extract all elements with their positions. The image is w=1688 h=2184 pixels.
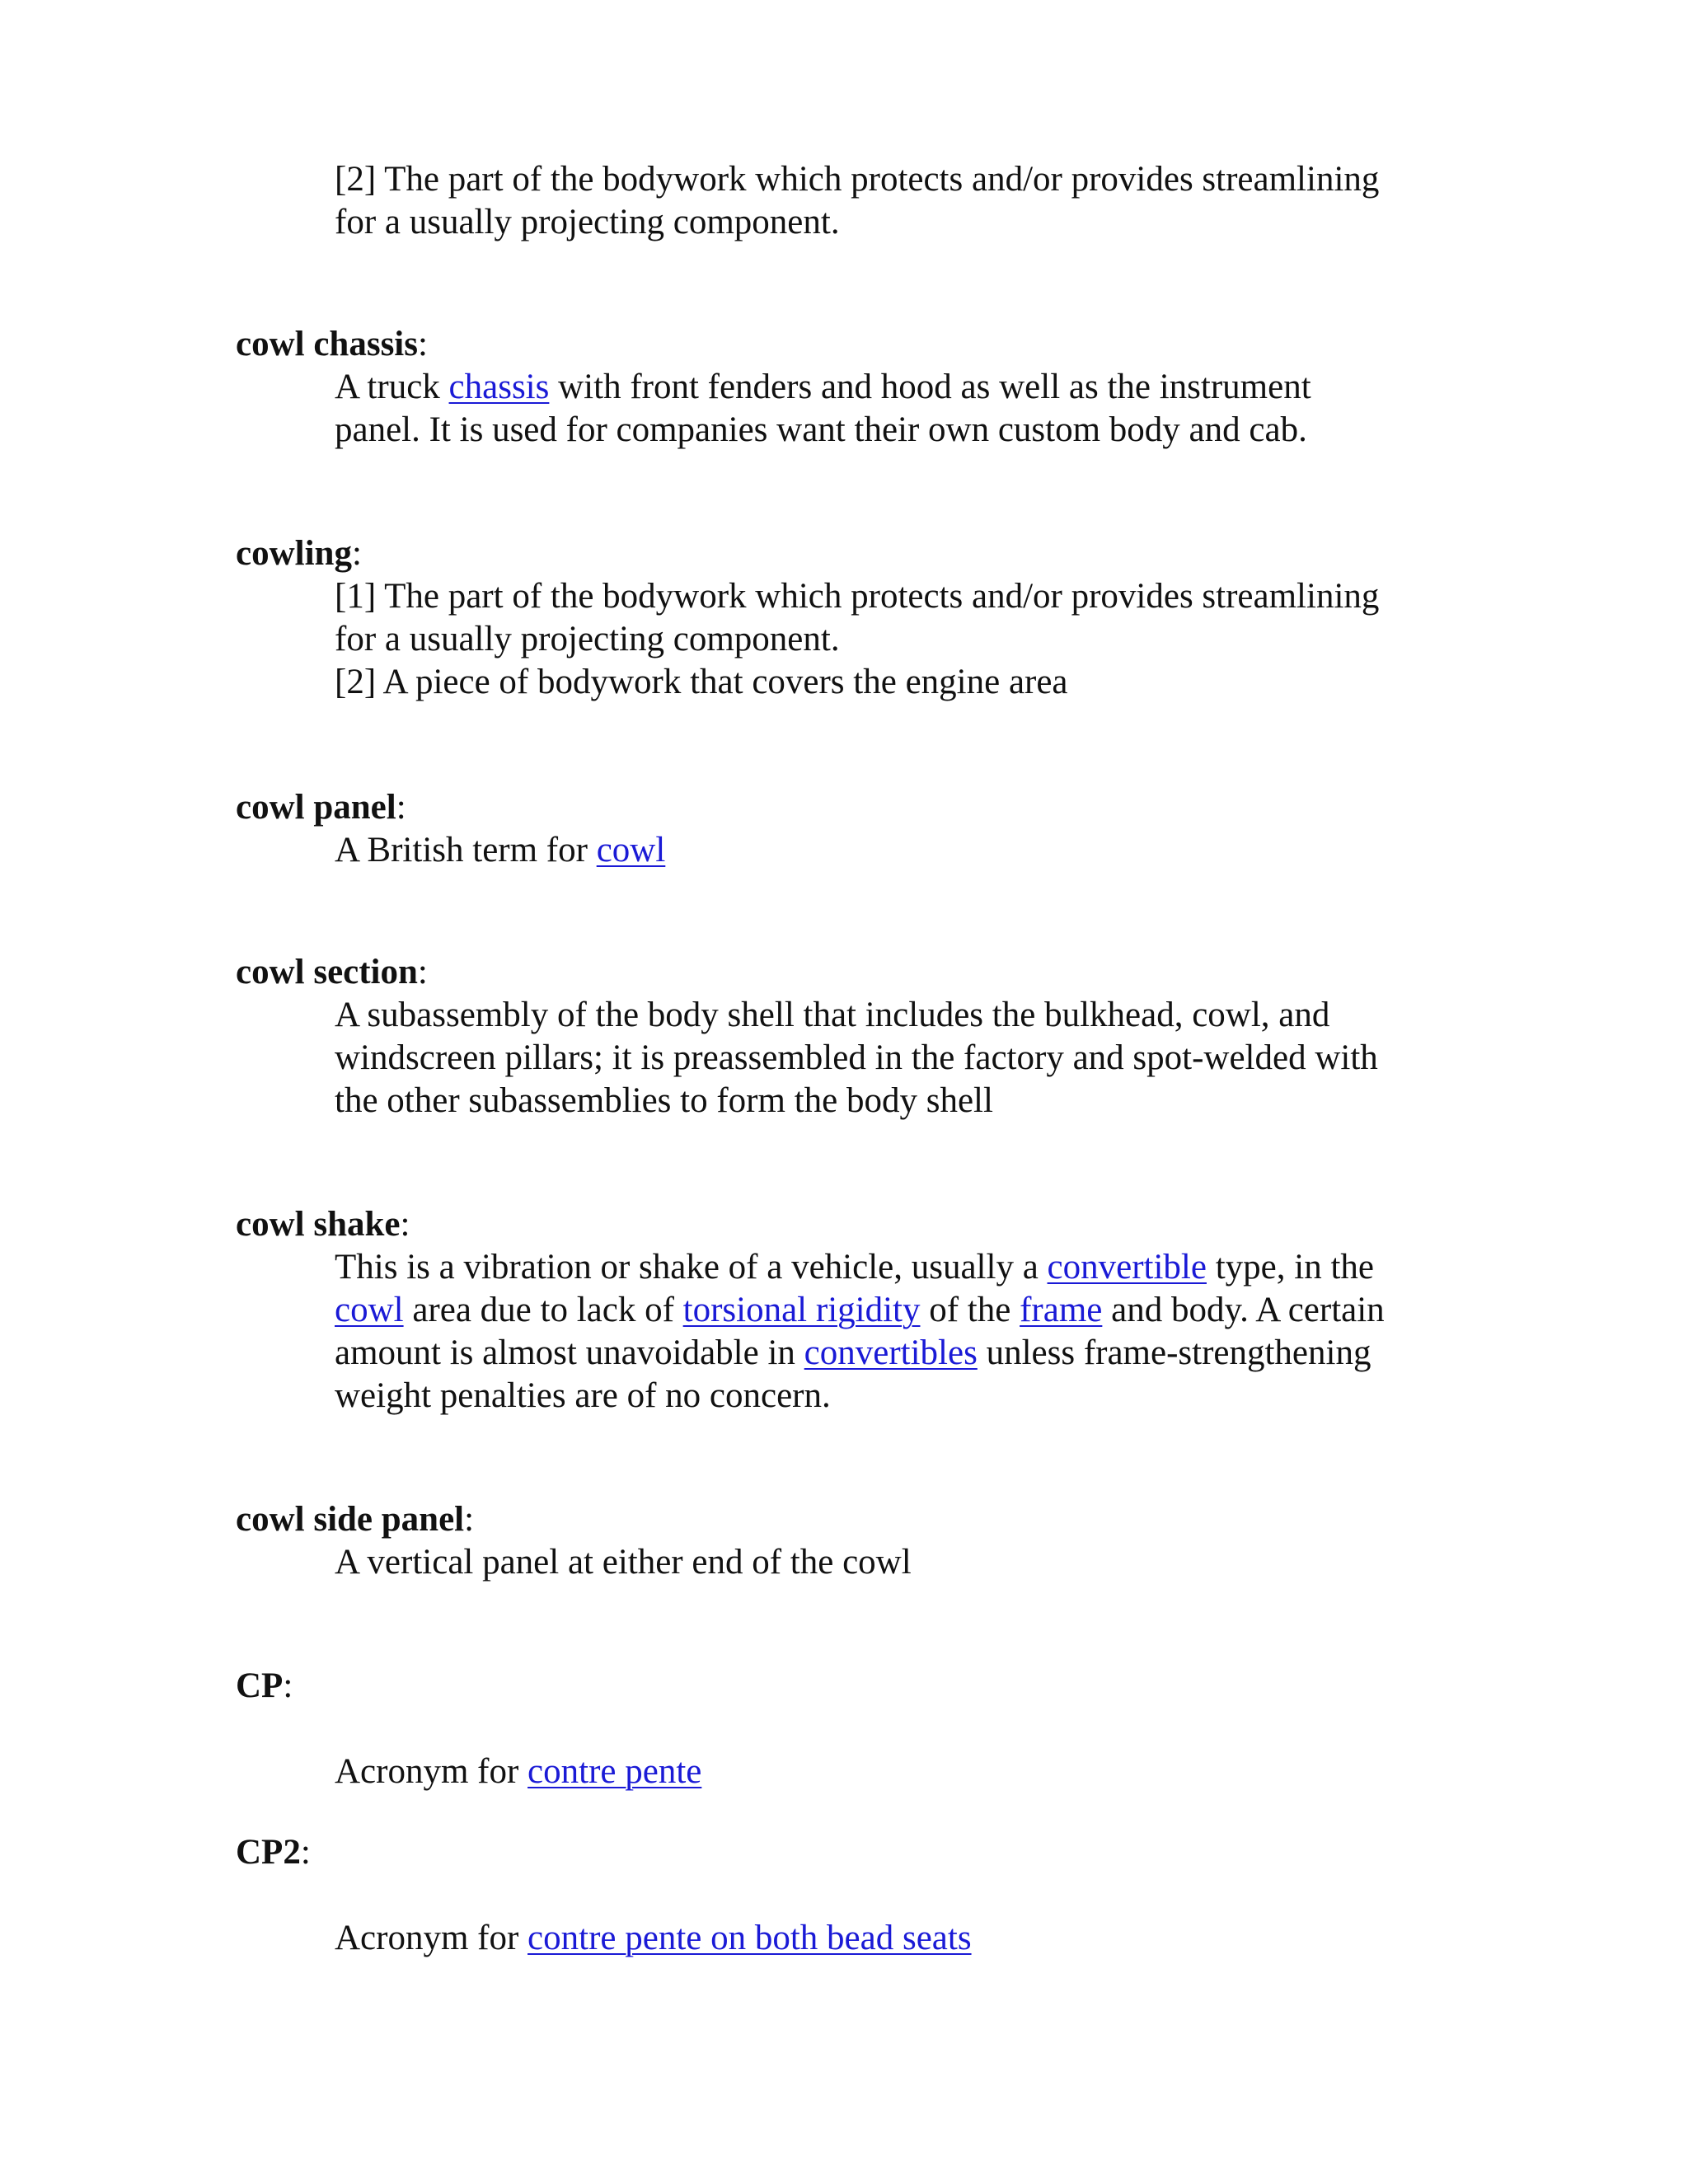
- definition-line: [335, 994, 1489, 1037]
- entry-cowling: [236, 532, 1489, 704]
- glossary-definition: [335, 1246, 1489, 1418]
- cross-reference-link[interactable]: contre pente: [528, 1752, 702, 1791]
- entry-cowl-shake: [236, 1203, 1489, 1418]
- glossary-definition: [335, 158, 1489, 244]
- entry-cowl-side-panel: [236, 1498, 1489, 1584]
- glossary-definition: [335, 1708, 1489, 1793]
- definition-text: windscreen pillars; it is preassembled in the factory and spot-welded with: [335, 1038, 1378, 1077]
- term-colon: :: [417, 953, 428, 991]
- term-colon: :: [396, 788, 406, 827]
- glossary-definition: [335, 575, 1489, 704]
- definition-text: the other subassemblies to form the body shell: [335, 1081, 993, 1120]
- glossary-term: [236, 786, 1489, 829]
- definition-text: for a usually projecting component.: [335, 203, 840, 241]
- definition-text: type, in the: [1206, 1248, 1374, 1286]
- definition-text: Acronym for: [335, 1919, 528, 1957]
- term-colon: :: [464, 1500, 475, 1539]
- glossary-term: [236, 1203, 1489, 1246]
- cross-reference-link[interactable]: convertible: [1047, 1248, 1207, 1286]
- term-colon: :: [400, 1205, 410, 1244]
- definition-line: [335, 661, 1489, 704]
- definition-line: [335, 829, 1489, 872]
- glossary-term: [236, 323, 1489, 366]
- term-colon: :: [417, 325, 428, 363]
- entry-continuation: [236, 158, 1489, 244]
- definition-line: [335, 1037, 1489, 1080]
- glossary-term: [236, 1831, 1489, 1874]
- definition-text: and body. A certain: [1102, 1291, 1385, 1329]
- definition-line: [335, 409, 1489, 452]
- glossary-term: [236, 1498, 1489, 1541]
- definition-line: [335, 1750, 1489, 1793]
- cross-reference-link[interactable]: cowl: [596, 831, 666, 869]
- definition-text: This is a vibration or shake of a vehicle, usually a: [335, 1248, 1048, 1286]
- definition-text: of the: [920, 1291, 1020, 1329]
- definition-text: for a usually projecting component.: [335, 620, 840, 658]
- glossary-definition: [335, 1874, 1489, 1960]
- glossary-term: [236, 951, 1489, 994]
- definition-text: A truck: [335, 368, 449, 406]
- term-colon: :: [283, 1666, 293, 1705]
- glossary-term: [236, 532, 1489, 575]
- term-label: cowl panel: [236, 788, 396, 827]
- glossary-definition: [335, 994, 1489, 1122]
- definition-text: with front fenders and hood as well as the instrument: [549, 368, 1311, 406]
- entry-cowl-chassis: [236, 323, 1489, 452]
- definition-text: Acronym for: [335, 1752, 528, 1791]
- cross-reference-link[interactable]: chassis: [448, 368, 550, 406]
- cross-reference-link[interactable]: convertibles: [804, 1333, 978, 1372]
- entry-cowl-section: [236, 951, 1489, 1122]
- definition-text: A vertical panel at either end of the cowl: [335, 1543, 912, 1582]
- blank-line: [335, 1708, 1489, 1750]
- glossary-definition: [335, 829, 1489, 872]
- definition-text: A British term for: [335, 831, 597, 869]
- glossary-term: [236, 1665, 1489, 1708]
- definition-line: [335, 1917, 1489, 1960]
- definition-text: weight penalties are of no concern.: [335, 1376, 831, 1415]
- term-label: cowl shake: [236, 1205, 401, 1244]
- term-label: cowl section: [236, 953, 418, 991]
- definition-text: panel. It is used for companies want their own custom body and cab.: [335, 410, 1307, 449]
- definition-line: [335, 1332, 1489, 1375]
- cross-reference-link[interactable]: cowl: [335, 1291, 404, 1329]
- definition-text: area due to lack of: [403, 1291, 683, 1329]
- definition-text: [2] A piece of bodywork that covers the engine area: [335, 663, 1068, 701]
- term-label: cowl side panel: [236, 1500, 465, 1539]
- definition-line: [335, 575, 1489, 618]
- term-colon: :: [351, 534, 362, 573]
- glossary-definition: [335, 1541, 1489, 1584]
- term-label: cowling: [236, 534, 352, 573]
- entry-cp2: [236, 1831, 1489, 1960]
- glossary-definition: [335, 366, 1489, 452]
- entry-cowl-panel: [236, 786, 1489, 872]
- definition-text: amount is almost unavoidable in: [335, 1333, 804, 1372]
- cross-reference-link[interactable]: contre pente on both bead seats: [528, 1919, 972, 1957]
- entry-cp: [236, 1665, 1489, 1793]
- definition-line: [335, 1375, 1489, 1418]
- term-label: CP: [236, 1666, 284, 1705]
- cross-reference-link[interactable]: frame: [1020, 1291, 1103, 1329]
- definition-line: [335, 366, 1489, 409]
- definition-line: [335, 158, 1489, 201]
- definition-text: unless frame-strengthening: [977, 1333, 1372, 1372]
- definition-text: A subassembly of the body shell that includes the bulkhead, cowl, and: [335, 996, 1330, 1034]
- definition-line: [335, 618, 1489, 661]
- definition-line: [335, 201, 1489, 244]
- term-label: cowl chassis: [236, 325, 418, 363]
- term-label: CP2: [236, 1833, 301, 1872]
- definition-line: [335, 1541, 1489, 1584]
- blank-line: [335, 1874, 1489, 1917]
- cross-reference-link[interactable]: torsional rigidity: [682, 1291, 921, 1329]
- definition-line: [335, 1289, 1489, 1332]
- definition-text: [2] The part of the bodywork which protects and/or provides streamlining: [335, 160, 1380, 199]
- definition-text: [1] The part of the bodywork which protects and/or provides streamlining: [335, 577, 1380, 616]
- term-colon: :: [300, 1833, 311, 1872]
- definition-line: [335, 1246, 1489, 1289]
- definition-line: [335, 1080, 1489, 1122]
